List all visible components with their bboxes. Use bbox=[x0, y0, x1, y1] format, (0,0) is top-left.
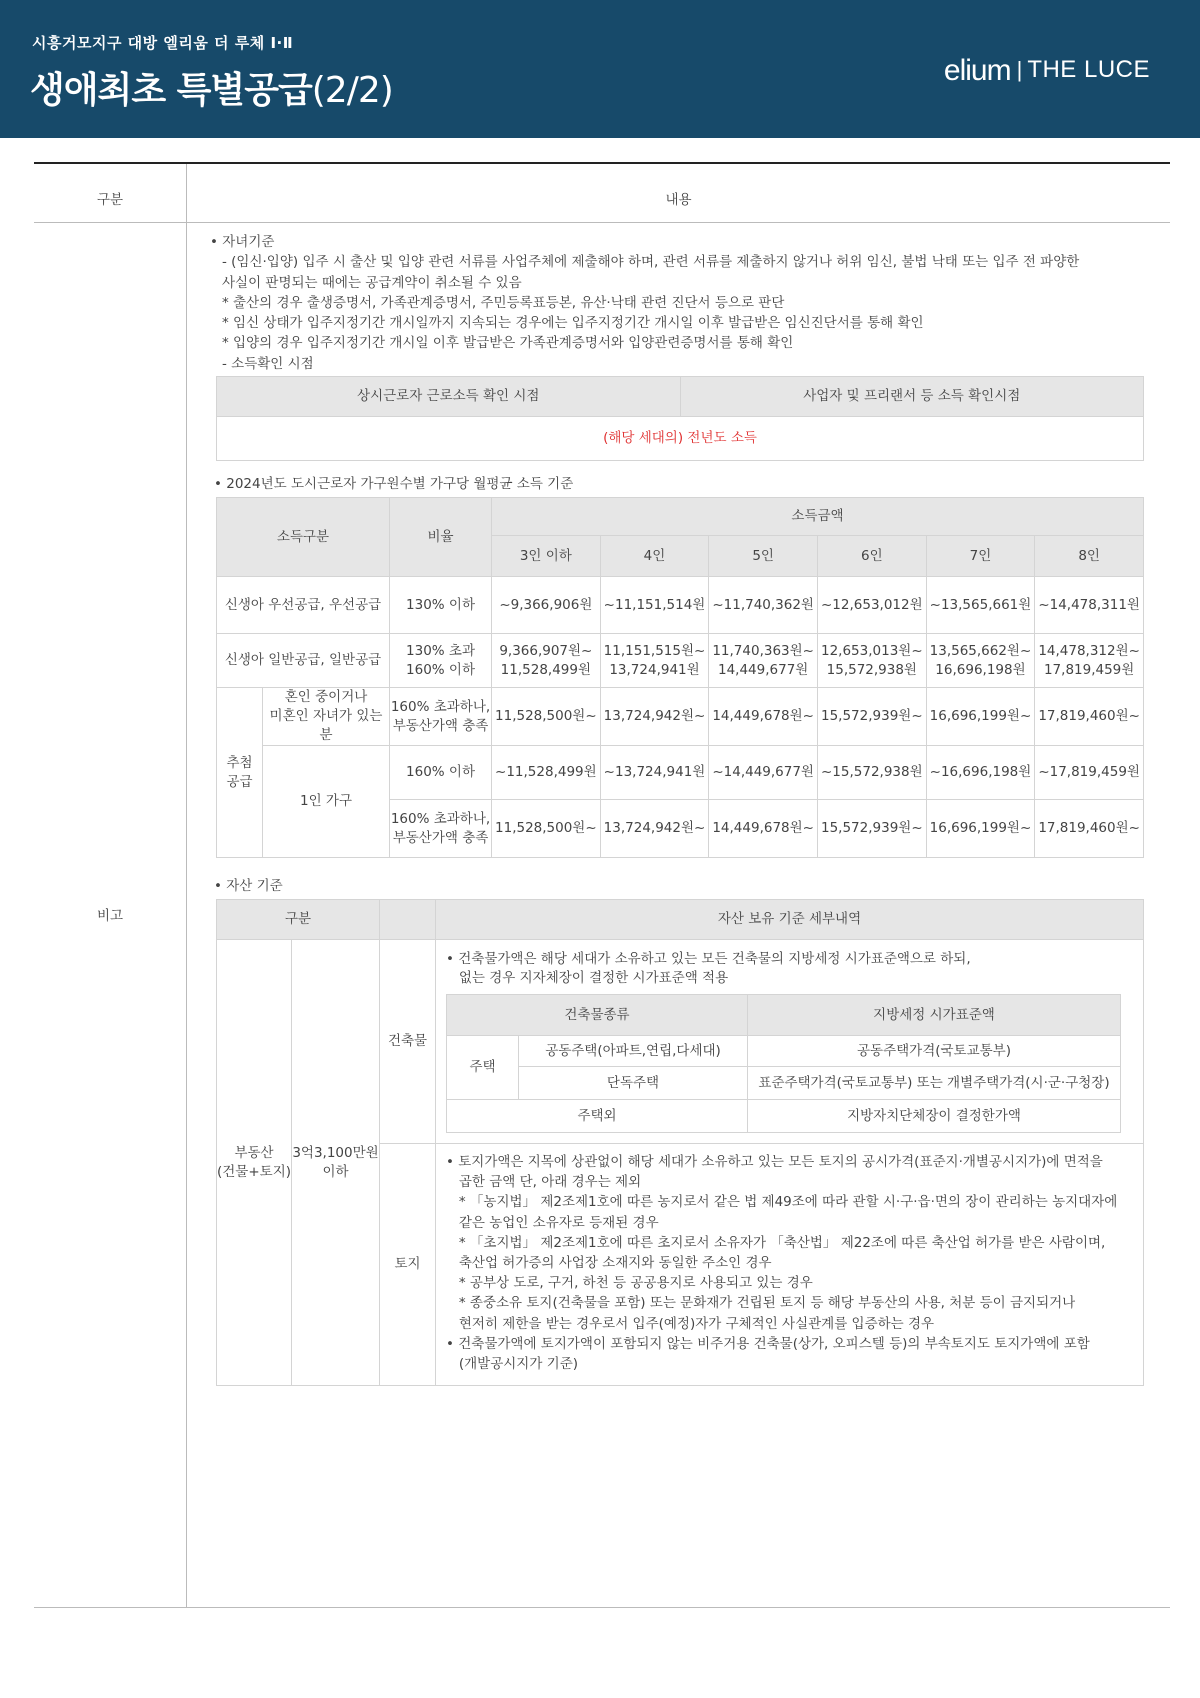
income-cell: 11,740,363원~ 14,449,677원 bbox=[709, 634, 818, 688]
brand-logo: elium | THE LUCE bbox=[943, 54, 1150, 87]
text-line: 같은 농업인 소유자로 등재된 경우 bbox=[446, 1214, 659, 1231]
income-cell: ~17,819,459원 bbox=[1035, 746, 1144, 800]
household-size-header: 4인 bbox=[600, 536, 709, 577]
table-cell: 주택외 bbox=[447, 1100, 748, 1133]
table-header: 상시근로자 근로소득 확인 시점 bbox=[217, 377, 681, 417]
table-header: 소득구분 bbox=[217, 498, 390, 577]
ratio-cell: 160% 초과하나, 부동산가액 충족 bbox=[390, 688, 492, 746]
income-cell: 16,696,199원~ bbox=[926, 800, 1035, 858]
complex-name: 시흥거모지구 대방 엘리움 더 루체 Ⅰ·Ⅱ bbox=[32, 34, 294, 52]
building-label: 건축물 bbox=[380, 940, 436, 1144]
text-line: • 토지가액은 지목에 상관없이 해당 세대가 소유하고 있는 모든 토지의 공시가격(표준지·개별공시지가)에 면적을 bbox=[446, 1154, 1103, 1170]
table-header: 지방세정 시가표준액 bbox=[748, 995, 1121, 1036]
text-line: * 입양의 경우 입주지정기간 개시일 이후 발급받은 가족관계증명서와 입양관련증명서를 통해 확인 bbox=[222, 335, 794, 352]
income-cell: ~9,366,906원 bbox=[492, 577, 601, 634]
text-line: (개발공시지가 기준) bbox=[446, 1356, 579, 1373]
table-top-border bbox=[34, 162, 1170, 164]
asset-type: 부동산 (건물+토지) bbox=[217, 940, 292, 1386]
text-line: * 공부상 도로, 구거, 하천 등 공공용지로 사용되고 있는 경우 bbox=[446, 1275, 813, 1292]
income-cell: ~11,740,362원 bbox=[709, 577, 818, 634]
table-header-empty bbox=[380, 900, 436, 940]
income-cell: ~14,449,677원 bbox=[709, 746, 818, 800]
income-cell: 14,449,678원~ bbox=[709, 800, 818, 858]
lottery-label: 추첨 공급 bbox=[217, 688, 263, 858]
income-cell: 11,528,500원~ bbox=[492, 800, 601, 858]
income-cell: 13,565,662원~ 16,696,198원 bbox=[926, 634, 1035, 688]
table-header: 건축물종류 bbox=[447, 995, 748, 1036]
table-row bbox=[217, 634, 1144, 688]
income-cell: 11,151,515원~ 13,724,941원 bbox=[600, 634, 709, 688]
text-line: * 종중소유 토지(건축물을 포함) 또는 문화재가 건립된 토지 등 해당 부동산의 사용, 처분 등이 금지되거나 bbox=[446, 1295, 1076, 1312]
land-label: 토지 bbox=[380, 1144, 436, 1386]
income-check-table bbox=[216, 376, 1144, 461]
ratio-cell: 160% 이하 bbox=[390, 746, 492, 800]
income-cell: 17,819,460원~ bbox=[1035, 688, 1144, 746]
table-header: 소득금액 bbox=[492, 498, 1144, 536]
column-header-content: 내용 bbox=[665, 192, 692, 208]
column-header-category: 구분 bbox=[96, 192, 124, 208]
ratio-cell: 130% 이하 bbox=[390, 577, 492, 634]
row-label: 신생아 일반공급, 일반공급 bbox=[217, 634, 390, 688]
household-size-header: 7인 bbox=[926, 536, 1035, 577]
table-header: 비율 bbox=[390, 498, 492, 577]
table-cell: 표준주택가격(국토교통부) 또는 개별주택가격(시·군·구청장) bbox=[748, 1067, 1121, 1100]
text-line: * 출산의 경우 출생증명서, 가족관계증명서, 주민등록표등본, 유산·낙태 관련 진단서 등으로 판단 bbox=[222, 294, 785, 311]
asset-limit: 3억3,100만원 이하 bbox=[292, 940, 380, 1386]
income-cell: 17,819,460원~ bbox=[1035, 800, 1144, 858]
children-criteria bbox=[210, 232, 1079, 374]
table-cell: 공동주택가격(국토교통부) bbox=[748, 1036, 1121, 1067]
text-line: • 건축물가액은 해당 세대가 소유하고 있는 모든 건축물의 지방세정 시가표준액으로 하되, bbox=[446, 951, 971, 967]
building-price-table bbox=[446, 994, 1121, 1133]
header-divider bbox=[34, 222, 1170, 223]
income-check-value: (해당 세대의) 전년도 소득 bbox=[217, 417, 1144, 461]
land-detail bbox=[436, 1144, 1144, 1386]
income-cell: 16,696,199원~ bbox=[926, 688, 1035, 746]
table-cell: 지방자치단체장이 결정한가액 bbox=[748, 1100, 1121, 1133]
row-label: 1인 가구 bbox=[263, 746, 390, 858]
household-size-header: 3인 이하 bbox=[492, 536, 601, 577]
text-line: • 건축물가액에 토지가액이 포함되지 않는 비주거용 건축물(상가, 오피스텔 등)의 부속토지도 토지가액에 포함 bbox=[446, 1335, 1090, 1352]
text-line: 곱한 금액 단, 아래 경우는 제외 bbox=[446, 1174, 642, 1191]
income-cell: ~11,528,499원 bbox=[492, 746, 601, 800]
income-cell: 14,478,312원~ 17,819,459원 bbox=[1035, 634, 1144, 688]
text-line: * 「초지법」 제2조제1호에 따른 초지로서 소유자가 「축산법」 제22조에 따른 축산업 허가를 받은 사람이며, bbox=[446, 1234, 1106, 1251]
ratio-cell: 160% 초과하나, 부동산가액 충족 bbox=[390, 800, 492, 858]
household-size-header: 5인 bbox=[709, 536, 818, 577]
income-cell: 13,724,942원~ bbox=[600, 800, 709, 858]
table-bottom-border bbox=[34, 1607, 1170, 1608]
row-label: 혼인 중이거나 미혼인 자녀가 있는 분 bbox=[263, 688, 390, 746]
income-cell: ~11,151,514원 bbox=[600, 577, 709, 634]
table-row bbox=[217, 688, 1144, 746]
text-line: 사실이 판명되는 때에는 공급계약이 취소될 수 있음 bbox=[222, 274, 522, 291]
text-line: 축산업 허가증의 사업장 소재지와 동일한 주소인 경우 bbox=[446, 1255, 772, 1272]
income-cell: 13,724,942원~ bbox=[600, 688, 709, 746]
text-line: * 「농지법」 제2조제1호에 따른 농지로서 같은 법 제49조에 따라 관할 시·구·읍·면의 장이 관리하는 농지대자에 bbox=[446, 1194, 1118, 1211]
building-detail bbox=[436, 940, 1144, 1144]
table-cell: 단독주택 bbox=[519, 1067, 748, 1100]
income-cell: ~14,478,311원 bbox=[1035, 577, 1144, 634]
ratio-cell: 130% 초과 160% 이하 bbox=[390, 634, 492, 688]
income-cell: 15,572,939원~ bbox=[817, 688, 926, 746]
text-line: - (임신·입양) 입주 시 출산 및 입양 관련 서류를 사업주체에 제출해야 하며, 관련 서류를 제출하지 않거나 허위 임신, 불법 낙태 또는 입주 전 파양한 bbox=[222, 254, 1080, 271]
table-header: 구분 bbox=[217, 900, 380, 940]
income-cell: 15,572,939원~ bbox=[817, 800, 926, 858]
income-cell: 14,449,678원~ bbox=[709, 688, 818, 746]
income-cell: ~16,696,198원 bbox=[926, 746, 1035, 800]
section-heading: • 자녀기준 bbox=[210, 234, 275, 250]
income-cell: 9,366,907원~ 11,528,499원 bbox=[492, 634, 601, 688]
row-label-remarks: 비고 bbox=[96, 908, 124, 924]
income-cell: ~13,724,941원 bbox=[600, 746, 709, 800]
page-header bbox=[0, 0, 1200, 138]
row-label: 신생아 우선공급, 우선공급 bbox=[217, 577, 390, 634]
table-row bbox=[217, 577, 1144, 634]
income-cell: 12,653,013원~ 15,572,938원 bbox=[817, 634, 926, 688]
text-line: 없는 경우 지자체장이 결정한 시가표준액 적용 bbox=[446, 970, 729, 986]
income-cell: ~12,653,012원 bbox=[817, 577, 926, 634]
income-cell: ~15,572,938원 bbox=[817, 746, 926, 800]
table-row bbox=[217, 746, 1144, 800]
household-size-header: 6인 bbox=[817, 536, 926, 577]
text-line: 현저히 제한을 받는 경우로서 입주(예정)자가 구체적인 사실관계를 입증하는 경우 bbox=[446, 1315, 935, 1332]
income-cell: ~13,565,661원 bbox=[926, 577, 1035, 634]
table-header: 자산 보유 기준 세부내역 bbox=[436, 900, 1144, 940]
text-line: - 소득확인 시점 bbox=[222, 355, 314, 372]
page-title: 생애최초 특별공급(2/2) bbox=[30, 70, 393, 111]
text-line: * 임신 상태가 입주지정기간 개시일까지 지속되는 경우에는 입주지정기간 개시일 이후 발급받은 임신진단서를 통해 확인 bbox=[222, 315, 924, 332]
section-heading: • 자산 기준 bbox=[214, 878, 283, 894]
house-label: 주택 bbox=[447, 1036, 519, 1100]
table-header: 사업자 및 프리랜서 등 소득 확인시점 bbox=[680, 377, 1144, 417]
income-table bbox=[216, 497, 1144, 858]
income-cell: 11,528,500원~ bbox=[492, 688, 601, 746]
asset-table bbox=[216, 899, 1144, 1386]
table-cell: 공동주택(아파트,연립,다세대) bbox=[519, 1036, 748, 1067]
section-heading: • 2024년도 도시근로자 가구원수별 가구당 월평균 소득 기준 bbox=[214, 476, 574, 492]
column-divider bbox=[186, 164, 187, 1607]
household-size-header: 8인 bbox=[1035, 536, 1144, 577]
